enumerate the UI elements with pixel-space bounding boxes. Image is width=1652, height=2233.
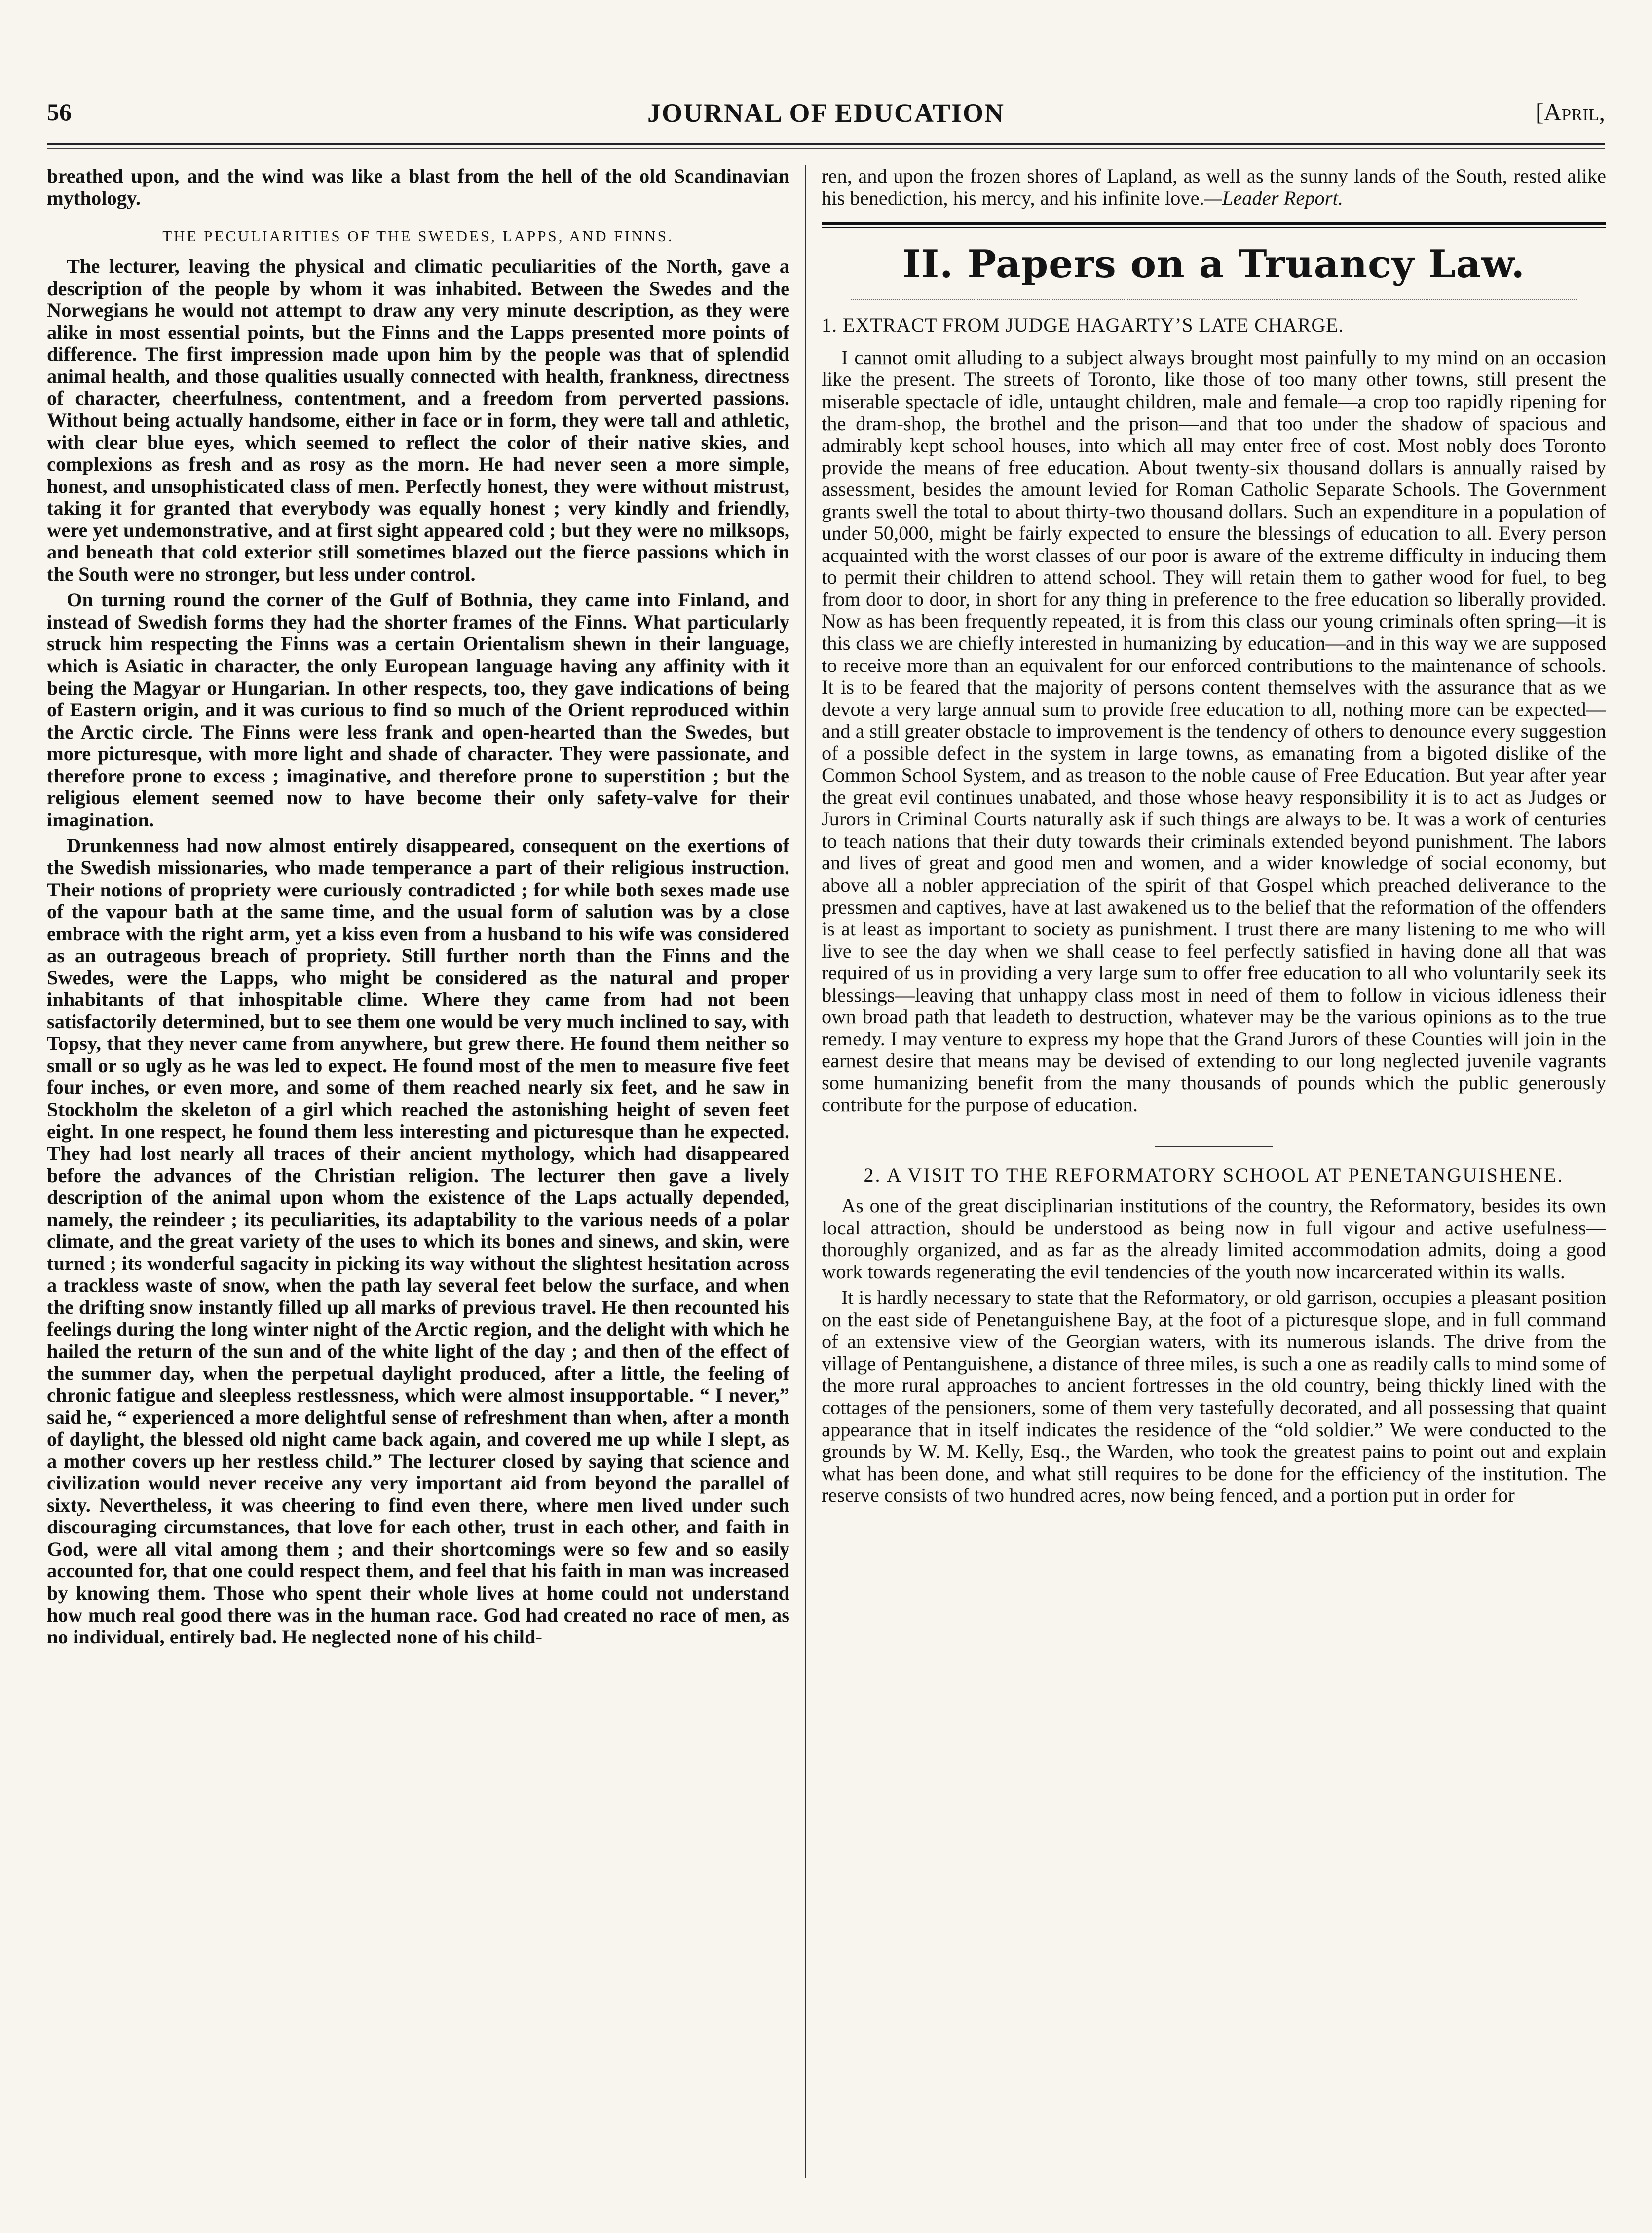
attribution: —Leader Report. bbox=[1204, 186, 1343, 209]
subheading: THE PECULIARITIES OF THE SWEDES, LAPPS, AND FINNS. bbox=[162, 227, 674, 245]
right-column bbox=[822, 165, 1606, 2174]
article-title: 1. EXTRACT FROM JUDGE HAGARTY’S LATE CHARGE. bbox=[822, 313, 1344, 336]
column-divider bbox=[805, 165, 806, 2178]
paragraph: It is hardly necessary to state that the Reformatory, or old garrison, occupies a pleasant position on the east side of Penetanguishene Bay, at the foot of a picturesque slope, and in full command of an extensive view of the Georgian waters, with its numerous islands. The drive from the village of Pentanguishene, a distance of three miles, is such a one as readily calls to mind some of the more rural approaches to ancient fortresses in the old country, being thickly lined with the cottages of the pensioners, some of them very tastefully decorated, and all possessing that quaint appearance that in itself indicates the residence of the “old soldier.” We were conducted to the grounds by W. M. Kelly, Esq., the Warden, who took the greatest pains to point out and explain what has been done, and what still requires to be done for the efficiency of the institution. The reserve consists of two hundred acres, now being fenced, and a portion put in order for bbox=[822, 1286, 1606, 1507]
continuation-text: ren, and upon the frozen shores of Lapland, as well as the sunny lands of the South, rested alike his benediction, his mercy, and his infinite love. bbox=[822, 165, 1606, 209]
paragraph: I cannot omit alluding to a subject always brought most painfully to my mind on an occasion like the present. The streets of Toronto, like those of too many other towns, still present the miserable spectacle of idle, untaught children, male and female—a crop too rapidly ripening for the dram-shop, the brothel and the prison—and that too under the shadow of spacious and admirably kept school houses, into which all may enter free of cost. Most nobly does Toronto provide the means of free education. About twenty-six thousand dollars is annually raised by assessment, besides the amount levied for Roman Catholic Separate Schools. The Government grants swell the total to about thirty-two thousand dollars. Such an expenditure in a population of under 50,000, might be fairly expected to ensure the blessings of education to all. Every person acquainted with the worst classes of our poor is aware of the extreme difficulty in inducing them to permit their children to attend school. They will retain them to gather wood for fuel, to beg from door to door, in short for any thing in preference to the free education so liberally provided. Now as has been frequently repeated, it is from this class our young criminals often spring—it is this class we are chiefly interested in humanizing by education—and in this way we are supposed to receive more than an equivalent for our enforced contributions to the maintenance of schools. It is to be feared that the majority of persons content themselves with the assurance that as we devote a very large annual sum to provide free education to all, nothing more can be expected—and a still greater obstacle to improvement is the tendency of others to denounce every suggestion of a possible defect in the system in large towns, as emanating from a bigoted dislike of the Common School System, and as treason to the noble cause of Free Education. But year after year the great evil continues unabated, and those whose heavy responsibility it is to act as Judges or Jurors in Criminal Courts naturally ask if such things are always to be. It was a work of centuries to teach nations that their duty towards their criminals extended beyond punishment. The labors and lives of great and good men and women, and a wider knowledge of social economy, but above all a nobler appreciation of the spirit of that Gospel which preached deliverance to the pressmen and captives, have at last awakened us to the belief that the reformation of the offenders is at least as important to society as punishment. I trust there are many listening to me who will live to see the day when we shall cease to feel perfectly satisfied in having done all that was required of us in providing a very large sum to offer free education to all who voluntarily seek its blessings—leaving that unhappy class most in need of them to follow in vicious idleness their own broad path that leadeth to destruction, whatever may be the various opinions as to the true remedy. I may venture to express my hope that the Grand Jurors of these Counties will join in the earnest desire that means may be devised of extending to our long neglected juvenile vagrants some humanizing benefit from the many thousands of pounds which the public generously contribute for the purpose of education. bbox=[822, 346, 1606, 1116]
running-header bbox=[47, 94, 1605, 133]
header-rule-thin bbox=[47, 148, 1605, 149]
paragraph: As one of the great disciplinarian institutions of the country, the Reformatory, besides its own local attraction, should be understood as being now in full vigour and active usefulness—thoroughly organized, and as far as the already limited accommodation admits, doing a good work towards regenerating the evil tendencies of the youth now incarcerated within its walls. bbox=[822, 1194, 1606, 1283]
paragraph: Drunkenness had now almost entirely disappeared, consequent on the exertions of the Swedish missionaries, who made temperance a part of their religious instruction. Their notions of propriety were curiously contradicted ; for while both sexes made use of the vapour bath at the same time, and the usual form of salution was by a close embrace with the right arm, yet a kiss even from a husband to his wife was considered as an outrageous breach of propriety. Still further north than the Finns and the Swedes, were the Lapps, who might be considered as the natural and proper inhabitants of that inhospitable clime. Where they came from had not been satisfactorily determined, but to see them one would be very much inclined to say, with Topsy, that they never came from anywhere, but grew there. He found them neither so small or so ugly as he was led to expect. He found most of the men to measure five feet four inches, or even more, and some of them reached nearly six feet, and he saw in Stockholm the skeleton of a girl which reached the astonishing height of seven feet eight. In one respect, he found them less interesting and picturesque than he expected. They had lost nearly all traces of their ancient mythology, which had disappeared before the advances of the Christian religion. The lecturer then gave a lively description of the animal upon whom the existence of the Laps actually depended, namely, the reindeer ; its peculiarities, its adaptability to the various needs of a polar climate, and the great variety of the uses to which its bones and sinews, and skin, were turned ; its wonderful sagacity in picking its way without the slightest hesitation across a trackless waste of snow, when the path lay several feet below the surface, and when the drifting snow instantly filled up all marks of previous travel. He then recounted his feelings during the long winter night of the Arctic region, and the delight with which he hailed the return of the sun and of the white light of the day ; and then of the effect of the summer day, when the perpetual daylight produced, after a little, the feeling of chronic fatigue and sleepless restlessness, which were almost insupportable. “ I never,” said he, “ experienced a more delightful sense of refreshment than when, after a month of daylight, the blessed old night came back again, and covered me up while I slept, as a mother covers up her restless child.” The lecturer closed by saying that science and civilization would never receive any very important aid from beyond the parallel of sixty. Nevertheless, it was cheering to find even there, where men lived under such discouraging circumstances, that love for each other, trust in each other, and faith in God, were all vital among them ; and their shortcomings were so few and so easily accounted for, that one could respect them, and feel that his faith in man was increased by knowing them. Those who spent their whole lives at home could not understand how much real good there was in the human race. God had created no race of men, as no individual, entirely bad. He neglected none of his child- bbox=[47, 834, 789, 1648]
paragraph: On turning round the corner of the Gulf of Bothnia, they came into Finland, and instead of Swedish forms they had the shorter frames of the Finns. What particularly struck him respecting the Finns was a certain Orientalism shewn in their language, which is Asiatic in character, the only European language having any affinity with it being the Magyar or Hungarian. In other respects, too, they gave indications of being of Eastern origin, and it was curious to find so much of the Orient reproduced within the Arctic circle. The Finns were less frank and open-hearted than the Swedes, but more picturesque, with more light and shade of character. They were passionate, and therefore prone to excess ; imaginative, and therefore prone to superstition ; but the religious element seemed now to have become their only safety-valve for their imagination. bbox=[47, 589, 789, 831]
issue-month: [April, bbox=[1535, 98, 1605, 126]
dotted-rule bbox=[851, 299, 1577, 300]
article-title: 2. A VISIT TO THE REFORMATORY SCHOOL AT PENETANGUISHENE. bbox=[864, 1164, 1564, 1187]
continuation-paragraph bbox=[822, 165, 1606, 209]
intro-paragraph: breathed upon, and the wind was like a blast from the hell of the old Scandinavian mythology. bbox=[47, 165, 789, 209]
left-column bbox=[47, 165, 789, 2174]
page-number: 56 bbox=[47, 98, 72, 126]
section-heading: II. Papers on a Truancy Law. bbox=[902, 242, 1525, 287]
paragraph: The lecturer, leaving the physical and climatic peculiarities of the North, gave a description of the people by whom it was inhabited. Between the Swedes and the Norwegians he would not attempt to draw any very minute description, as they were alike in most essential points, but the Finns and the Lapps presented more points of difference. The first impression made upon him by the people was that of splendid animal health, and those qualities usually connected with health, frankness, directness of character, cheerfulness, contentment, and a freedom from perverted passions. Without being actually handsome, either in face or in form, they were tall and athletic, with clear blue eyes, which seemed to reflect the color of their native skies, and complexions as fresh and as rosy as the morn. He had never seen a more simple, honest, and unsophisticated class of men. Perfectly honest, they were without mistrust, taking it for granted that everybody was equally honest ; very kindly and friendly, were yet undemonstrative, and at first sight appeared cold ; but they were no milksops, and beneath that cold exterior still sometimes blazed out the fierce passions which in the South were no stronger, but less under control. bbox=[47, 255, 789, 585]
article-separator bbox=[1155, 1146, 1273, 1147]
header-rule bbox=[47, 143, 1605, 145]
journal-title: JOURNAL OF EDUCATION bbox=[647, 98, 1005, 128]
section-rule bbox=[822, 222, 1606, 228]
